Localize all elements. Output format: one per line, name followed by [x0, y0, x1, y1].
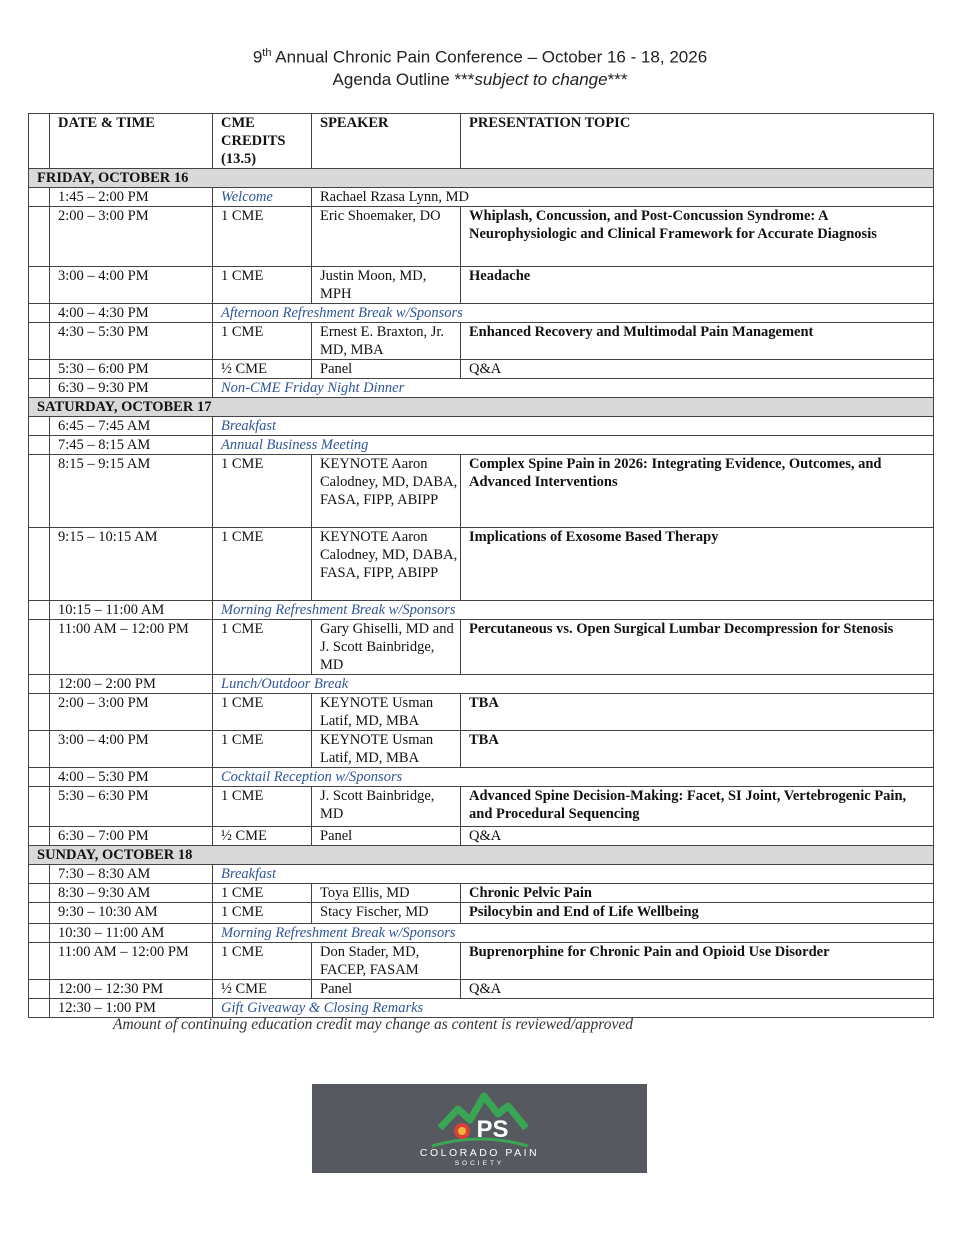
row-stub [29, 768, 50, 787]
cme-cell: 1 CME [213, 787, 312, 827]
table-row [29, 304, 934, 323]
speaker-cell: Panel [312, 827, 461, 846]
row-stub [29, 323, 50, 360]
day-label: SUNDAY, OCTOBER 18 [29, 846, 934, 865]
table-row [29, 980, 934, 999]
time-cell: 8:15 – 9:15 AM [50, 455, 213, 528]
topic-cell: Whiplash, Concussion, and Post-Concussion Syndrome: A Neurophysiologic and Clinical Framework for Accurate Diagnosis [461, 207, 934, 267]
speaker-cell: Stacy Fischer, MD [312, 903, 461, 924]
col-header-datetime: DATE & TIME [50, 114, 213, 169]
cme-cell: ½ CME [213, 360, 312, 379]
row-stub [29, 865, 50, 884]
logo-mark: PS [476, 1116, 509, 1143]
time-cell: 3:00 – 4:00 PM [50, 731, 213, 768]
table-row [29, 207, 934, 267]
table-row [29, 528, 934, 601]
row-stub [29, 731, 50, 768]
row-stub [29, 787, 50, 827]
topic-cell: TBA [461, 694, 934, 731]
row-stub [29, 267, 50, 304]
row-stub [29, 379, 50, 398]
colorado-pain-society-logo [312, 1084, 647, 1173]
table-row [29, 455, 934, 528]
time-cell: 6:30 – 9:30 PM [50, 379, 213, 398]
topic-cell: Q&A [461, 360, 934, 379]
table-row [29, 601, 934, 620]
speaker-cell: Eric Shoemaker, DO [312, 207, 461, 267]
time-cell: 11:00 AM – 12:00 PM [50, 943, 213, 980]
day-header-row [29, 846, 934, 865]
row-stub [29, 188, 50, 207]
speaker-cell: Gary Ghiselli, MD and J. Scott Bainbridge, MD [312, 620, 461, 675]
cme-cell: 1 CME [213, 943, 312, 980]
table-row [29, 731, 934, 768]
subtitle-end: *** [607, 70, 628, 89]
cme-cell: 1 CME [213, 884, 312, 903]
event-cell: Breakfast [213, 417, 934, 436]
row-stub [29, 304, 50, 323]
topic-cell: Complex Spine Pain in 2026: Integrating Evidence, Outcomes, and Advanced Interventions [461, 455, 934, 528]
topic-cell: Buprenorphine for Chronic Pain and Opioid Use Disorder [461, 943, 934, 980]
topic-cell: Percutaneous vs. Open Surgical Lumbar Decompression for Stenosis [461, 620, 934, 675]
agenda-body [29, 169, 934, 1018]
cme-cell: 1 CME [213, 207, 312, 267]
footnote: Amount of continuing education credit may change as content is reviewed/approved [113, 1016, 633, 1033]
time-cell: 9:30 – 10:30 AM [50, 903, 213, 924]
speaker-cell: Justin Moon, MD, MPH [312, 267, 461, 304]
logo-tagline: SOCIETY [454, 1160, 505, 1167]
table-row [29, 620, 934, 675]
table-row [29, 360, 934, 379]
table-row [29, 943, 934, 980]
topic-cell: Psilocybin and End of Life Wellbeing [461, 903, 934, 924]
col-header-topic: PRESENTATION TOPIC [461, 114, 934, 169]
table-row [29, 436, 934, 455]
time-cell: 4:00 – 5:30 PM [50, 768, 213, 787]
title-sup: th [262, 47, 272, 59]
table-row [29, 267, 934, 304]
topic-cell: Implications of Exosome Based Therapy [461, 528, 934, 601]
row-stub [29, 360, 50, 379]
table-row [29, 903, 934, 924]
time-cell: 7:45 – 8:15 AM [50, 436, 213, 455]
table-row [29, 675, 934, 694]
time-cell: 8:30 – 9:30 AM [50, 884, 213, 903]
time-cell: 9:15 – 10:15 AM [50, 528, 213, 601]
speaker-cell: Toya Ellis, MD [312, 884, 461, 903]
cme-cell: 1 CME [213, 267, 312, 304]
table-row [29, 999, 934, 1018]
row-stub [29, 999, 50, 1018]
time-cell: 2:00 – 3:00 PM [50, 694, 213, 731]
event-cell: Annual Business Meeting [213, 436, 934, 455]
speaker-cell: Ernest E. Braxton, Jr. MD, MBA [312, 323, 461, 360]
event-cell: Welcome [213, 188, 312, 207]
subtitle-main: Agenda Outline *** [332, 70, 475, 89]
speaker-cell: Panel [312, 980, 461, 999]
time-cell: 2:00 – 3:00 PM [50, 207, 213, 267]
time-cell: 4:30 – 5:30 PM [50, 323, 213, 360]
event-cell: Non-CME Friday Night Dinner [213, 379, 934, 398]
table-row [29, 865, 934, 884]
table-row [29, 768, 934, 787]
speaker-cell: Don Stader, MD, FACEP, FASAM [312, 943, 461, 980]
row-stub [29, 827, 50, 846]
time-cell: 12:30 – 1:00 PM [50, 999, 213, 1018]
time-cell: 12:00 – 2:00 PM [50, 675, 213, 694]
table-row [29, 694, 934, 731]
title-rest: Annual Chronic Pain Conference – October 16 - 18, 2026 [271, 47, 708, 67]
time-cell: 4:00 – 4:30 PM [50, 304, 213, 323]
speaker-cell: KEYNOTE Aaron Calodney, MD, DABA, FASA, FIPP, ABIPP [312, 455, 461, 528]
time-cell: 5:30 – 6:30 PM [50, 787, 213, 827]
cme-cell: 1 CME [213, 620, 312, 675]
row-stub [29, 884, 50, 903]
row-stub [29, 207, 50, 267]
day-label: FRIDAY, OCTOBER 16 [29, 169, 934, 188]
topic-cell: Q&A [461, 827, 934, 846]
speaker-cell: KEYNOTE Aaron Calodney, MD, DABA, FASA, FIPP, ABIPP [312, 528, 461, 601]
time-cell: 6:30 – 7:00 PM [50, 827, 213, 846]
row-stub [29, 455, 50, 528]
time-cell: 7:30 – 8:30 AM [50, 865, 213, 884]
speaker-cell: KEYNOTE Usman Latif, MD, MBA [312, 694, 461, 731]
table-row [29, 323, 934, 360]
cme-cell: ½ CME [213, 827, 312, 846]
event-cell: Cocktail Reception w/Sponsors [213, 768, 934, 787]
table-row [29, 924, 934, 943]
row-stub [29, 417, 50, 436]
time-cell: 12:00 – 12:30 PM [50, 980, 213, 999]
logo-name: COLORADO PAIN [419, 1147, 540, 1159]
time-cell: 1:45 – 2:00 PM [50, 188, 213, 207]
event-cell: Gift Giveaway & Closing Remarks [213, 999, 934, 1018]
day-header-row [29, 169, 934, 188]
time-cell: 3:00 – 4:00 PM [50, 267, 213, 304]
speaker-cell: J. Scott Bainbridge, MD [312, 787, 461, 827]
time-cell: 11:00 AM – 12:00 PM [50, 620, 213, 675]
subtitle-italic: subject to change [474, 70, 608, 89]
row-stub [29, 528, 50, 601]
event-cell: Lunch/Outdoor Break [213, 675, 934, 694]
event-cell: Morning Refreshment Break w/Sponsors [213, 601, 934, 620]
row-stub [29, 924, 50, 943]
cme-cell: 1 CME [213, 694, 312, 731]
cme-cell: 1 CME [213, 903, 312, 924]
time-cell: 5:30 – 6:00 PM [50, 360, 213, 379]
row-stub [29, 675, 50, 694]
speaker-cell: KEYNOTE Usman Latif, MD, MBA [312, 731, 461, 768]
speaker-cell: Panel [312, 360, 461, 379]
topic-cell: Advanced Spine Decision-Making: Facet, SI Joint, Vertebrogenic Pain, and Procedural Sequencing [461, 787, 934, 827]
page-title [0, 47, 960, 68]
cme-cell: 1 CME [213, 323, 312, 360]
header-stub [29, 114, 50, 169]
cme-cell: 1 CME [213, 455, 312, 528]
table-row [29, 787, 934, 827]
cme-cell: 1 CME [213, 731, 312, 768]
table-row [29, 884, 934, 903]
event-cell: Afternoon Refreshment Break w/Sponsors [213, 304, 934, 323]
page-subtitle [0, 70, 960, 90]
topic-cell: Q&A [461, 980, 934, 999]
time-cell: 10:30 – 11:00 AM [50, 924, 213, 943]
day-label: SATURDAY, OCTOBER 17 [29, 398, 934, 417]
row-stub [29, 903, 50, 924]
speaker-cell: Rachael Rzasa Lynn, MD [312, 188, 934, 207]
cme-cell: 1 CME [213, 528, 312, 601]
time-cell: 6:45 – 7:45 AM [50, 417, 213, 436]
day-header-row [29, 398, 934, 417]
event-cell: Breakfast [213, 865, 934, 884]
agenda-table [28, 113, 934, 1018]
row-stub [29, 943, 50, 980]
col-header-cme: CME CREDITS (13.5) [213, 114, 312, 169]
title-ordinal: 9 [252, 47, 263, 67]
col-header-speaker: SPEAKER [312, 114, 461, 169]
table-row [29, 379, 934, 398]
header-row [29, 114, 934, 169]
row-stub [29, 694, 50, 731]
row-stub [29, 601, 50, 620]
topic-cell: Chronic Pelvic Pain [461, 884, 934, 903]
table-row [29, 188, 934, 207]
table-row [29, 417, 934, 436]
topic-cell: Enhanced Recovery and Multimodal Pain Management [461, 323, 934, 360]
event-cell: Morning Refreshment Break w/Sponsors [213, 924, 934, 943]
row-stub [29, 980, 50, 999]
topic-cell: TBA [461, 731, 934, 768]
topic-cell: Headache [461, 267, 934, 304]
row-stub [29, 436, 50, 455]
row-stub [29, 620, 50, 675]
table-row [29, 827, 934, 846]
cme-cell: ½ CME [213, 980, 312, 999]
time-cell: 10:15 – 11:00 AM [50, 601, 213, 620]
